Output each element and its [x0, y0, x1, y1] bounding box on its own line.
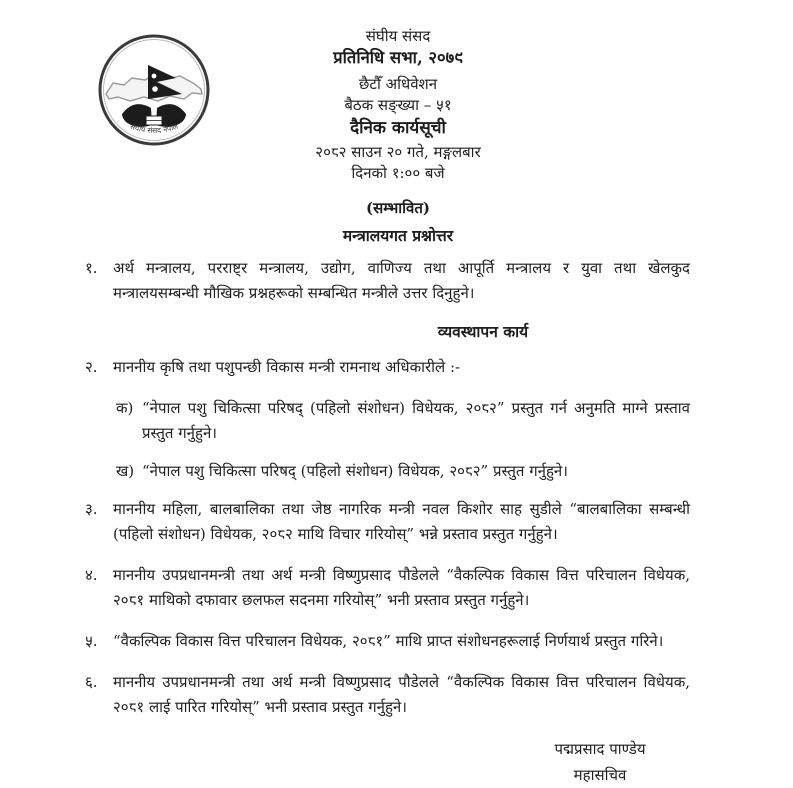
agenda-item-6: [85, 670, 690, 720]
time-line: दिनको १:०० बजे: [351, 164, 445, 182]
item-text: अर्थ मन्त्रालय, परराष्ट्र मन्त्रालय, उद्योग, वाणिज्य तथा आपूर्ति मन्त्रालय र युवा तथा खेलकुद मन्त्रालयसम्बन्धी मौखिक प्रश्नहरूको सम्बन्धित मन्त्रीले उत्तर दिनुहुने।: [113, 259, 690, 302]
item-number: २.: [85, 358, 98, 376]
item-text: माननीय महिला, बालबालिका तथा जेष्ठ नागरिक मन्त्री नवल किशोर साह सुडीले “बालबालिका सम्बन्धी (पहिलो संशोधन) विधेयक, २०८२ माथि विचार गरियोस्” भन्ने प्रस्ताव प्रस्तुत गर्नुहुने।: [113, 500, 690, 543]
item-number: ४.: [85, 566, 98, 584]
parliament-name: संघीय संसद: [365, 27, 431, 45]
subitem-text: “नेपाल पशु चिकित्सा परिषद् (पहिलो संशोधन) विधेयक, २०८२” प्रस्तुत गर्न अनुमति माग्ने प्रस्ताव प्रस्तुत गर्नुहुने।: [142, 399, 690, 442]
flag-moon-icon: [152, 74, 157, 79]
agenda-item-2: [85, 355, 690, 380]
parliament-seal-logo: [96, 32, 212, 148]
parliament-seal-svg: [96, 32, 212, 148]
item-number: ३.: [85, 500, 98, 518]
agenda-item-1: [85, 256, 690, 306]
agenda-item-4: [85, 563, 690, 613]
agenda-item-5: [85, 629, 690, 654]
agenda-subitem-2a: [116, 396, 690, 446]
signature-block: [500, 736, 700, 788]
item-text: माननीय उपप्रधानमन्त्री तथा अर्थ मन्त्री विष्णुप्रसाद पौडेलले “वैकल्पिक विकास वित्त परिचालन विधेयक, २०८१ माथिको दफावार छलफल सदनमा गरियोस्” भनी प्रस्ताव प्रस्तुत गर्नुहुने।: [113, 566, 690, 609]
item-text: माननीय कृषि तथा पशुपन्छी विकास मन्त्री रामनाथ अधिकारीले :-: [113, 358, 461, 376]
session-line: छैटौँ अधिवेशन: [358, 75, 438, 93]
logo-caption: संघीय संसद नेपाल: [128, 121, 180, 136]
date-line: २०८२ साउन २० गते, मङ्गलबार: [315, 143, 481, 161]
signatory-title: महासचिव: [573, 766, 627, 784]
item-text: माननीय उपप्रधानमन्त्री तथा अर्थ मन्त्री विष्णुप्रसाद पौडेलले “वैकल्पिक विकास वित्त परिचालन विधेयक, २०८१ लाई पारित गरियोस्” भनी प्रस्ताव प्रस्तुत गर्नुहुने।: [113, 673, 690, 716]
house-title: प्रतिनिधि सभा, २०७९: [333, 48, 463, 67]
flag-sun-icon: [152, 86, 158, 92]
subitem-text: “नेपाल पशु चिकित्सा परिषद् (पहिलो संशोधन) विधेयक, २०८२” प्रस्तुत गर्नुहुने।: [142, 462, 568, 480]
section-title-legislative-business: व्यवस्थापन कार्य: [437, 322, 529, 341]
tentative-label: (सम्भावित): [365, 199, 431, 217]
subitem-label: क): [116, 399, 134, 417]
subitem-label: ख): [116, 462, 135, 480]
item-number: ५.: [85, 632, 98, 650]
item-number: ६.: [85, 673, 98, 691]
item-text: “वैकल्पिक विकास वित्त परिचालन विधेयक, २०८१” माथि प्राप्त संशोधनहरूलाई निर्णयार्थ प्रस्तुत गरिने।: [113, 632, 664, 650]
section-title-ministry-qna: मन्त्रालयगत प्रश्नोत्तर: [342, 226, 454, 245]
meeting-number-line: बैठक सङ्ख्या – ५१: [344, 96, 452, 114]
document-title: दैनिक कार्यसूची: [350, 118, 446, 138]
agenda-body: [85, 256, 690, 720]
agenda-subitem-2b: [116, 459, 690, 484]
item-number: १.: [85, 259, 98, 277]
agenda-item-3: [85, 497, 690, 547]
signatory-name: पद्मप्रसाद पाण्डेय: [554, 740, 646, 758]
